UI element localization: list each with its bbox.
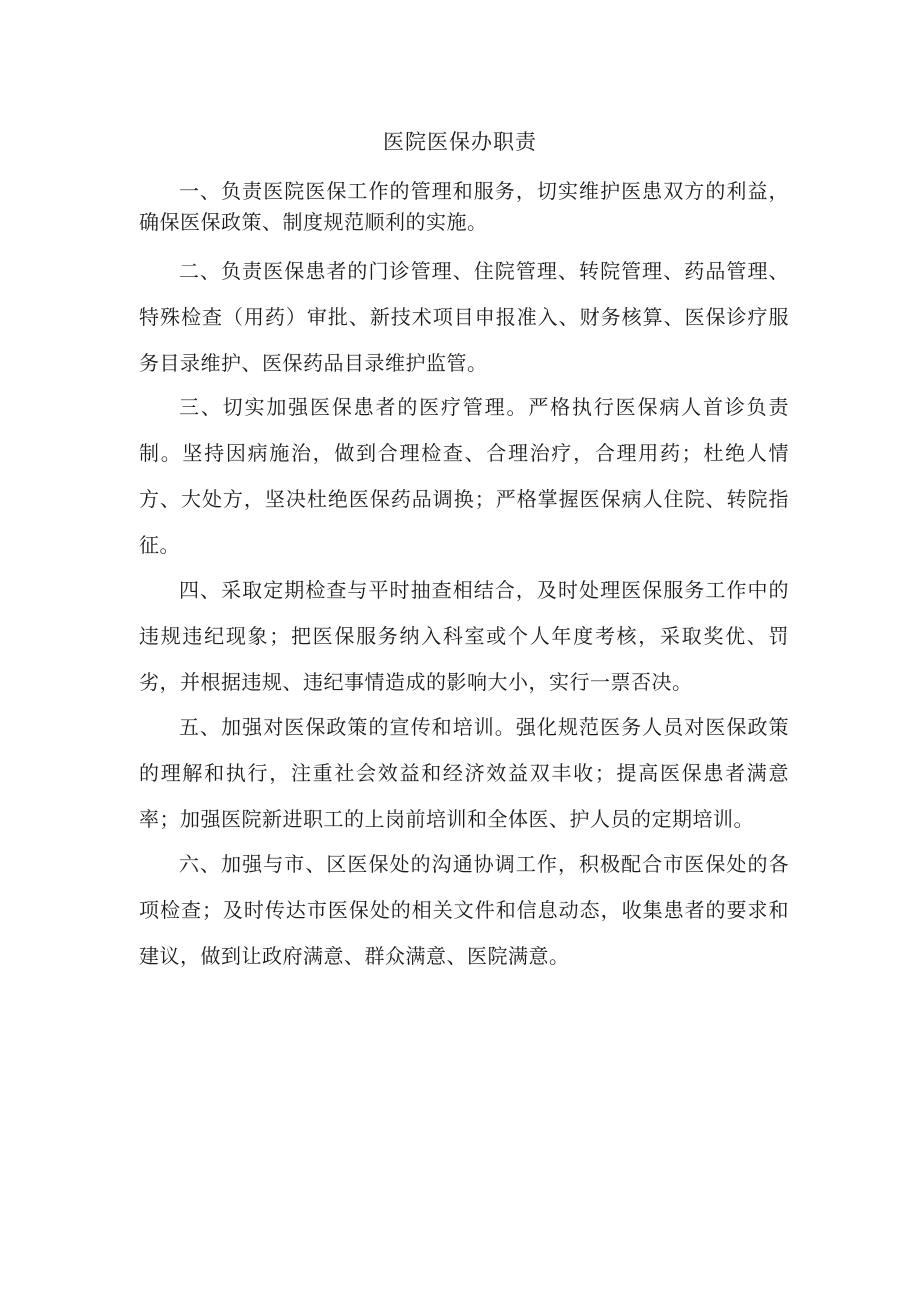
duty-paragraph-4: 四、采取定期检查与平时抽查相结合，及时处理医保服务工作中的违规违纪现象；把医保服务纳入科室或个人年度考核，采取奖优、罚劣，并根据违规、违纪事情造成的影响大小，实行一票否决。 [139,578,789,694]
duty-paragraph-5: 五、加强对医保政策的宣传和培训。强化规范医务人员对医保政策的理解和执行，注重社会效益和经济效益双丰收；提高医保患者满意率；加强医院新进职工的上岗前培训和全体医、护人员的定期培训。 [139,715,789,831]
duty-paragraph-1: 一、负责医院医保工作的管理和服务，切实维护医患双方的利益，确保医保政策、制度规范顺利的实施。 [139,179,789,234]
document-title: 医院医保办职责 [383,130,537,154]
duty-paragraph-3: 三、切实加强医保患者的医疗管理。严格执行医保病人首诊负责制。坚持因病施治，做到合理检查、合理治疗，合理用药；杜绝人情方、大处方，坚决杜绝医保药品调换；严格掌握医保病人住院、转院指征。 [139,395,789,557]
duty-paragraph-2: 二、负责医保患者的门诊管理、住院管理、转院管理、药品管理、特殊检查（用药）审批、新技术项目申报准入、财务核算、医保诊疗服务目录维护、医保药品目录维护监管。 [139,259,789,375]
duty-paragraph-6: 六、加强与市、区医保处的沟通协调工作，积极配合市医保处的各项检查；及时传达市医保处的相关文件和信息动态，收集患者的要求和建议，做到让政府满意、群众满意、医院满意。 [139,852,789,968]
